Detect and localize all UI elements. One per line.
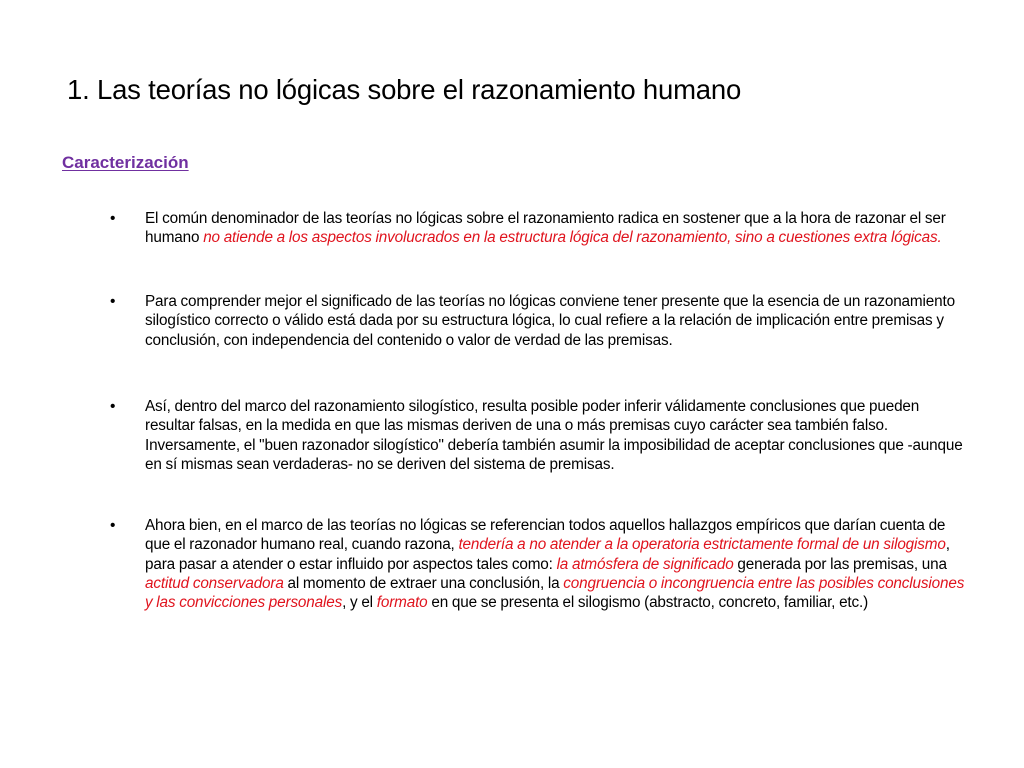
bullet-text-segment: Ahora bien, en el marco de las teorías no lógicas se referencian todos aquellos hallazgos empíricos que darían cuenta de que el razonador humano real, cuando razona,	[145, 517, 946, 554]
bullet-text	[145, 209, 972, 248]
bullet-text-segment: , y el	[342, 594, 377, 612]
highlighted-text: congruencia o incongruencia entre las posibles conclusiones y las convicciones personales	[145, 574, 965, 612]
bullet-text-segment: generada por las premisas, una	[733, 555, 947, 573]
bullet-text	[145, 292, 972, 350]
bullet-marker: •	[110, 210, 116, 227]
highlighted-text: tendería a no atender a la operatoria estrictamente formal de un silogismo	[458, 536, 946, 554]
bullet-marker: •	[110, 293, 116, 310]
highlighted-text: no atiende a los aspectos involucrados en la estructura lógica del razonamiento, sino a cuestiones extra lógicas.	[203, 229, 942, 247]
bullet-text-segment: , para pasar a atender o estar influido por aspectos tales como:	[145, 536, 950, 573]
bullet-text-segment: en que se presenta el silogismo (abstracto, concreto, familiar, etc.)	[427, 594, 869, 612]
bullet-marker: •	[110, 517, 116, 534]
highlighted-text: actitud conservadora	[145, 574, 284, 592]
bullet-text-segment: Así, dentro del marco del razonamiento silogístico, resulta posible poder inferir válidamente conclusiones que pueden resultar falsas, en la medida en que las mismas deriven de una o más premisas cuyo carácter sea también falso. Inversamente, el "buen razonador silogístico" debería también asumir la imposibilidad de aceptar conclusiones que -aunque en sí mismas sean verdaderas- no se deriven del sistema de premisas.	[145, 398, 963, 473]
bullet-text-segment: al momento de extraer una conclusión, la	[283, 574, 564, 592]
bullet-marker: •	[110, 398, 116, 415]
section-subtitle: Caracterización	[62, 153, 189, 172]
slide-title: 1. Las teorías no lógicas sobre el razonamiento humano	[67, 74, 742, 105]
bullet-text	[145, 516, 972, 612]
bullet-text	[145, 397, 972, 474]
highlighted-text: la atmósfera de significado	[556, 555, 734, 573]
bullet-text-segment: El común denominador de las teorías no lógicas sobre el razonamiento radica en sostener que a la hora de razonar el ser humano	[145, 210, 946, 247]
bullet-text-segment: Para comprender mejor el significado de las teorías no lógicas conviene tener presente que la esencia de un razonamiento silogístico correcto o válido está dada por su estructura lógica, lo cual refiere a la relación de implicación entre premisas y conclusión, con independencia del contenido o valor de verdad de las premisas.	[145, 293, 955, 349]
highlighted-text: formato	[376, 594, 428, 612]
